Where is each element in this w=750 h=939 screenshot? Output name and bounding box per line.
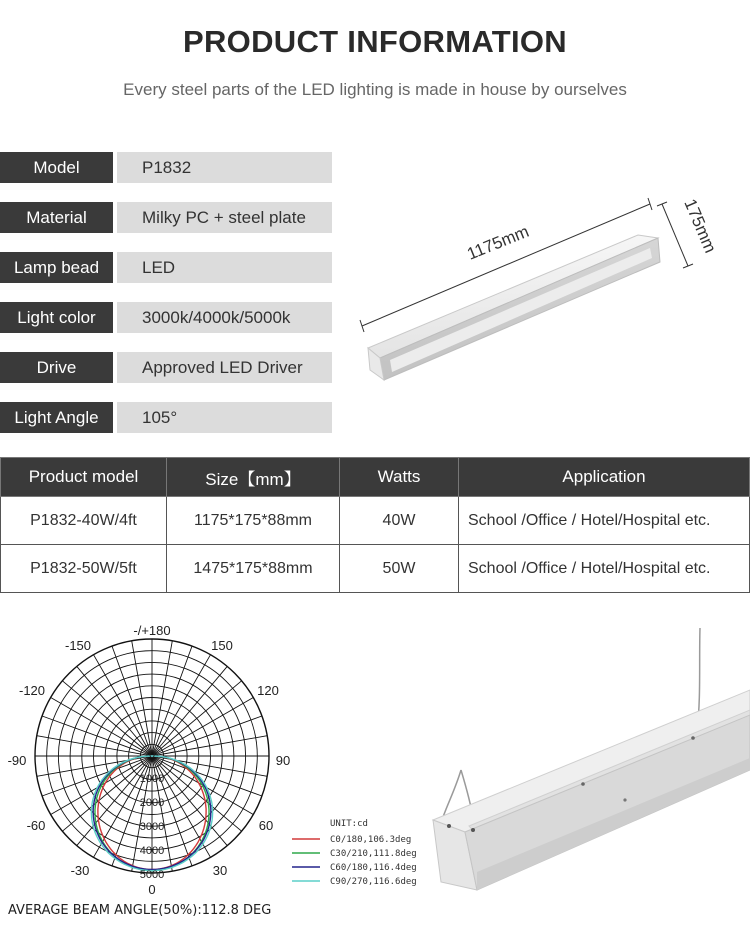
column-header: Size【mm】 [167,458,340,497]
spec-value: 105° [117,402,332,433]
angle-label: 0 [148,882,156,897]
angle-label: -/+180 [133,623,171,638]
legend-entry: C0/180,106.3deg [330,835,412,845]
legend-entry: C60/180,116.4deg [330,863,417,873]
width-dimension-label: 175mm [680,196,720,256]
page-subtitle: Every steel parts of the LED lighting is made in house by ourselves [123,80,627,99]
legend-entry: C90/270,116.6deg [330,877,417,887]
angle-label: 60 [258,818,274,833]
column-header: Application [459,458,750,497]
spec-value: LED [117,252,332,283]
spec-value: P1832 [117,152,332,183]
spec-label: Drive [0,352,113,383]
spec-label: Light color [0,302,113,333]
angle-label: 120 [257,683,279,698]
table-cell: 50W [340,545,459,593]
radial-label: 4000 [139,845,165,857]
polar-light-distribution-diagram [0,620,430,900]
spec-value: Approved LED Driver [117,352,332,383]
angle-label: 150 [211,638,233,653]
radial-label: 3000 [139,821,165,833]
product-model-table [0,457,750,593]
spec-label: Light Angle [0,402,113,433]
suspended-fixture-illustration [425,620,750,920]
column-header: Watts [340,458,459,497]
table-cell: School /Office / Hotel/Hospital etc. [459,497,750,545]
spec-value: 3000k/4000k/5000k [117,302,332,333]
length-dimension-label: 1175mm [464,221,532,264]
radial-label: 5000 [139,869,165,881]
angle-label: -120 [18,683,46,698]
radial-label: 2000 [139,797,165,809]
table-cell: School /Office / Hotel/Hospital etc. [459,545,750,593]
spec-label: Model [0,152,113,183]
table-cell: 40W [340,497,459,545]
spec-label: Material [0,202,113,233]
unit-label: UNIT:cd [330,819,368,829]
legend-entry: C30/210,111.8deg [330,849,417,859]
spec-label: Lamp bead [0,252,113,283]
angle-label: 30 [212,863,228,878]
page-title: PRODUCT INFORMATION [183,24,567,59]
table-cell: 1175*175*88mm [167,497,340,545]
radial-label: 0 [148,749,156,761]
angle-label: -30 [70,863,90,878]
column-header: Product model [1,458,167,497]
table-cell: P1832-50W/5ft [1,545,167,593]
spec-value: Milky PC + steel plate [117,202,332,233]
product-dimension-figure [350,190,750,390]
angle-label: -150 [64,638,92,653]
radial-label: 1000 [139,773,165,785]
angle-label: 90 [275,753,291,768]
angle-label: -60 [26,818,46,833]
table-row [1,497,750,545]
table-row [1,545,750,593]
average-beam-angle-note: AVERAGE BEAM ANGLE(50%):112.8 DEG [8,903,272,918]
table-cell: P1832-40W/4ft [1,497,167,545]
table-header-row [1,458,750,497]
angle-label: -90 [7,753,27,768]
table-cell: 1475*175*88mm [167,545,340,593]
